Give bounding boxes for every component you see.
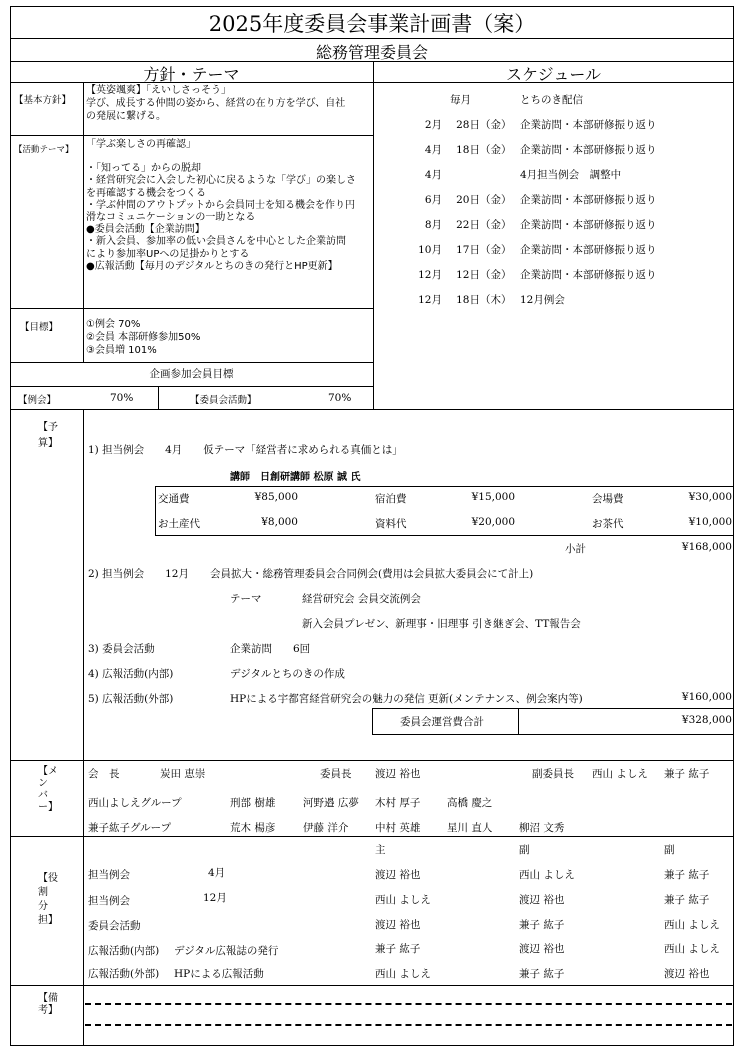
cost-label: お茶代 xyxy=(592,518,624,530)
schedule-month: 2月 xyxy=(424,119,442,131)
notes-line xyxy=(85,1024,732,1026)
schedule-header-event: とちのき配信 xyxy=(520,94,583,106)
cost-value: ¥85,000 xyxy=(254,491,298,503)
committee-name: 総務管理委員会 xyxy=(315,43,428,62)
budget-total-label: 委員会運営費合計 xyxy=(400,716,484,728)
member-name: 渡辺 裕也 xyxy=(375,768,421,780)
schedule-month: 4月 xyxy=(424,169,442,181)
left-section-heading: 方針・テーマ xyxy=(143,65,240,84)
role-sub2: 兼子 紘子 xyxy=(664,894,710,906)
document-title: 2025年度委員会事業計画書（案） xyxy=(208,12,536,36)
subtotal-label: 小計 xyxy=(565,543,586,555)
member-name: 兼子 紘子 xyxy=(664,768,710,780)
schedule-event: 企業訪問・本部研修振り返り xyxy=(520,269,657,281)
role-task: 委員会活動 xyxy=(88,920,141,932)
budget-item3-label: 3) 委員会活動 xyxy=(88,643,155,655)
member-name: 伊藤 洋介 xyxy=(303,822,349,834)
schedule-day: 18日 xyxy=(456,144,480,156)
schedule-month: 8月 xyxy=(424,219,442,231)
schedule-header-month: 毎月 xyxy=(450,94,471,106)
subtotal-value: ¥168,000 xyxy=(681,541,732,553)
member-group-name: 兼子紘子グループ xyxy=(88,822,172,834)
cost-label: 交通費 xyxy=(158,493,190,505)
member-role: 副委員長 xyxy=(532,768,574,780)
schedule-dow: （金） xyxy=(480,119,512,131)
member-name: 高橋 慶之 xyxy=(447,797,493,809)
cost-value: ¥30,000 xyxy=(688,491,732,503)
schedule-event: 企業訪問・本部研修振り返り xyxy=(520,194,657,206)
cost-label: 資料代 xyxy=(375,518,407,530)
reikai-value: 70% xyxy=(110,392,134,404)
theme-line: を再確認する機会をつくる xyxy=(86,187,206,199)
budget-item4-label: 4) 広報活動(内部) xyxy=(88,668,174,680)
budget-item2-theme-value: 経営研究会 会員交流例会 xyxy=(302,593,421,605)
kihon-label: 【基本方針】 xyxy=(14,95,72,106)
theme-line: ・経営研究会に入会した初心に戻るような「学び」の楽しさ xyxy=(86,175,356,187)
roles-header-sub1: 副 xyxy=(519,844,530,856)
kihon-line-3: の発展に繋げる。 xyxy=(86,111,166,122)
right-section-heading: スケジュール xyxy=(505,65,602,84)
theme-line: 「学ぶ楽しさの再確認」 xyxy=(86,139,196,150)
member-name: 西山 よしえ xyxy=(592,768,648,780)
member-role: 会 長 xyxy=(88,768,120,780)
schedule-month: 6月 xyxy=(424,194,442,206)
schedule-event: 企業訪問・本部研修振り返り xyxy=(520,144,657,156)
theme-line: により参加率UPへの足掛かりとする xyxy=(86,248,250,260)
member-name: 中村 英雄 xyxy=(375,822,421,834)
member-name: 炭田 恵崇 xyxy=(160,768,206,780)
member-name: 荒木 楊彦 xyxy=(230,822,276,834)
member-name: 河野邉 広夢 xyxy=(303,797,359,809)
kihon-line-1: 【英姿颯爽】「えいしさっそう」 xyxy=(86,85,231,96)
role-main: 西山 よしえ xyxy=(375,968,431,980)
role-task: 担当例会 xyxy=(88,869,130,881)
schedule-day: 18日 xyxy=(456,294,480,306)
members-label: 【メンバー】 xyxy=(38,766,58,813)
cost-value: ¥8,000 xyxy=(261,516,298,528)
schedule-day: 12日 xyxy=(456,269,480,281)
member-role: 委員長 xyxy=(320,768,352,780)
role-task: 担当例会 xyxy=(88,895,130,907)
role-sub2: 西山 よしえ xyxy=(664,919,720,931)
cost-value: ¥15,000 xyxy=(471,491,515,503)
role-main: 渡辺 裕也 xyxy=(375,919,421,931)
schedule-dow: （金） xyxy=(480,144,512,156)
member-group-name: 西山よしえグループ xyxy=(88,797,182,809)
role-note: HPによる広報活動 xyxy=(174,968,264,980)
member-name: 柳沼 文秀 xyxy=(519,822,565,834)
budget-total-value: ¥328,000 xyxy=(681,714,732,726)
budget-item1-title: 1) 担当例会 4月 仮テーマ「経営者に求められる真価とは」 xyxy=(88,444,403,456)
schedule-month: 12月 xyxy=(418,294,442,306)
role-sub1: 渡辺 裕也 xyxy=(519,894,565,906)
role-main: 兼子 紘子 xyxy=(375,943,421,955)
theme-line: 滑なコミュニケーションの一助となる xyxy=(86,212,256,224)
schedule-dow: （金） xyxy=(480,269,512,281)
budget-item5-amount: ¥160,000 xyxy=(681,691,732,703)
role-note: 4月 xyxy=(208,867,226,879)
cost-label: 会場費 xyxy=(592,493,624,505)
budget-item2-theme-label: テーマ xyxy=(230,593,262,605)
schedule-dow: （木） xyxy=(480,294,512,306)
role-sub2: 兼子 紘子 xyxy=(664,869,710,881)
theme-label: 【活動テーマ】 xyxy=(14,145,74,155)
roles-label: 【役割分担】 xyxy=(38,873,58,926)
goal-line-2: ②会員 本部研修参加50% xyxy=(86,332,201,343)
notes-label: 【備考】 xyxy=(38,993,58,1016)
schedule-day: 28日 xyxy=(456,119,480,131)
cost-value: ¥20,000 xyxy=(471,516,515,528)
budget-item5-value: HPによる宇都宮経営研究会の魅力の発信 更新(メンテナンス、例会案内等) xyxy=(230,693,583,705)
role-note: 12月 xyxy=(203,892,227,904)
budget-item1-lecturer: 講師 日創研講師 松原 誠 氏 xyxy=(230,472,361,483)
schedule-day: 17日 xyxy=(456,244,480,256)
schedule-event: 4月担当例会 調整中 xyxy=(520,169,622,181)
cost-value: ¥10,000 xyxy=(688,516,732,528)
budget-item2-title: 2) 担当例会 12月 会員拡大・総務管理委員会合同例会(費用は会員拡大委員会にて計上) xyxy=(88,568,534,580)
role-task: 広報活動(外部) xyxy=(88,968,160,980)
kihon-line-2: 学び、成長する仲間の姿から、経営の在り方を学び、自社 xyxy=(86,98,346,109)
schedule-day: 20日 xyxy=(456,194,480,206)
role-main: 渡辺 裕也 xyxy=(375,869,421,881)
role-sub1: 西山 よしえ xyxy=(519,869,575,881)
role-sub1: 渡辺 裕也 xyxy=(519,943,565,955)
theme-line: ・新入会員、参加率の低い会員さんを中心とした企業訪問 xyxy=(86,236,346,248)
committee-activity-label: 【委員会活動】 xyxy=(190,395,257,406)
cost-label: 宿泊費 xyxy=(375,493,407,505)
schedule-event: 企業訪問・本部研修振り返り xyxy=(520,219,657,231)
schedule-event: 12月例会 xyxy=(520,294,565,306)
budget-item2-theme-detail: 新入会員プレゼン、新理事・旧理事 引き継ぎ会、TT報告会 xyxy=(302,618,581,630)
budget-item5-label: 5) 広報活動(外部) xyxy=(88,693,174,705)
budget-item3-value: 企業訪問 6回 xyxy=(230,643,311,655)
committee-activity-value: 70% xyxy=(328,392,352,404)
goal-line-3: ③会員増 101% xyxy=(86,345,157,356)
schedule-event: 企業訪問・本部研修振り返り xyxy=(520,119,657,131)
theme-line: ・学ぶ仲間のアウトプットから会員同士を知る機会を作り円 xyxy=(86,199,355,211)
notes-line xyxy=(85,1003,732,1005)
goal-line-1: ①例会 70% xyxy=(86,319,141,330)
schedule-month: 10月 xyxy=(418,244,442,256)
reikai-label: 【例会】 xyxy=(18,395,57,406)
target-title: 企画参加会員目標 xyxy=(149,368,234,380)
member-name: 木村 厚子 xyxy=(375,797,421,809)
schedule-dow: （金） xyxy=(480,194,512,206)
role-sub2: 渡辺 裕也 xyxy=(664,968,710,980)
roles-header-sub2: 副 xyxy=(664,844,675,856)
schedule-dow: （金） xyxy=(480,244,512,256)
goal-label: 【目標】 xyxy=(20,322,59,333)
role-sub1: 兼子 紘子 xyxy=(519,919,565,931)
theme-line: ●広報活動【毎月のデジタルとちのきの発行とHP更新】 xyxy=(86,260,338,272)
role-task: 広報活動(内部) xyxy=(88,945,160,957)
schedule-day: 22日 xyxy=(456,219,480,231)
theme-line: ●委員会活動【企業訪問】 xyxy=(86,224,205,236)
member-name: 刑部 樹雄 xyxy=(230,797,276,809)
role-note: デジタル広報誌の発行 xyxy=(174,945,279,957)
schedule-month: 4月 xyxy=(424,144,442,156)
roles-header-main: 主 xyxy=(375,844,386,856)
schedule-event: 企業訪問・本部研修振り返り xyxy=(520,244,657,256)
schedule-month: 12月 xyxy=(418,269,442,281)
theme-line xyxy=(86,151,372,163)
budget-item4-value: デジタルとちのきの作成 xyxy=(230,668,345,680)
role-sub2: 西山 よしえ xyxy=(664,943,720,955)
role-main: 西山 よしえ xyxy=(375,894,431,906)
role-sub1: 兼子 紘子 xyxy=(519,968,565,980)
theme-line: ・「知ってる」からの脱却 xyxy=(86,163,201,175)
schedule-dow: （金） xyxy=(480,219,512,231)
budget-label: 【予算】 xyxy=(38,422,58,449)
member-name: 星川 直人 xyxy=(447,822,493,834)
theme-text xyxy=(86,139,372,273)
cost-label: お土産代 xyxy=(158,518,200,530)
